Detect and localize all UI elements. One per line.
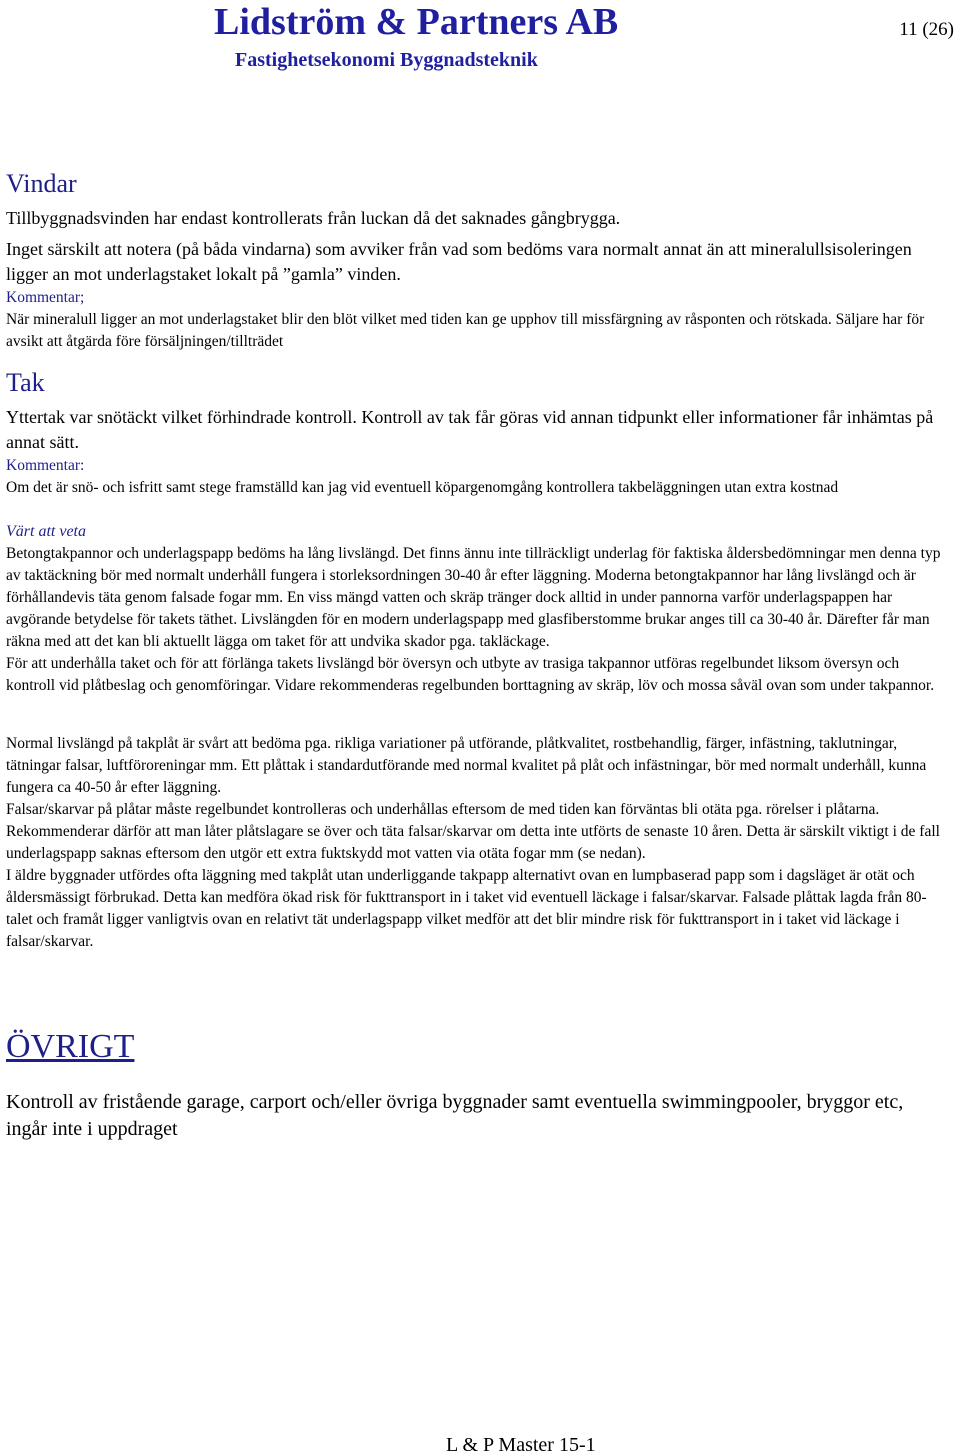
main-content <box>6 168 946 1143</box>
plat-paragraph-3: I äldre byggnader utfördes ofta läggning med takplåt utan underliggande takpapp alternativt ovan en lumpbaserad papp som i dagsläget är otät och åldersmässigt förbrukad. Detta kan medföra ökad risk för fukttransport in i taket vid eventuell läckage i falsar/skarvar. Falsade plåttak lagda från 80-talet och framåt ligger vanligtvis ovan en relativt tät underlagspapp vilket medför att det blir mindre risk för fukttransport in i taket vid läckage i falsar/skarvar. <box>6 867 927 950</box>
info-paragraph-2: För att underhålla taket och för att förlänga takets livslängd bör översyn och utbyte av trasiga takpannor utföras regelbundet liksom översyn och kontroll vid plåtbeslag och genomföringar. Vidare rekommenderas regelbunden borttagning av skräp, löv och mossa såväl ovan som under takpannor. <box>6 655 935 694</box>
vindar-text-1: Tillbyggnadsvinden har endast kontrollerats från luckan då det saknades gångbrygga. <box>6 208 621 228</box>
info-label: Värt att veta <box>6 523 86 540</box>
vindar-comment-text: När mineralull ligger an mot underlagstaket blir den blöt vilket med tiden kan ge upphov till missfärgning av råsponten och rötskada. Säljare har för avsikt att åtgärda före försäljningen/tillträdet <box>6 311 925 350</box>
company-name: Lidström & Partners AB <box>214 1 619 43</box>
footer-text: L & P Master 15-1 <box>446 1434 596 1456</box>
vindar-text-2: Inget särskilt att notera (på båda vindarna) som avviker från vad som bedöms vara normalt annat än att mineralullsisoleringen ligger an mot underlagstaket lokalt på ”gamla” vinden. <box>6 239 912 284</box>
section-heading-tak: Tak <box>6 368 45 397</box>
vindar-comment-label: Kommentar; <box>6 289 85 306</box>
company-tagline: Fastighetsekonomi Byggnadsteknik <box>235 49 538 71</box>
tak-comment-text: Om det är snö- och isfritt samt stege framställd kan jag vid eventuell köpargenomgång kontrollera takbeläggningen utan extra kostnad <box>6 479 839 496</box>
tak-text: Yttertak var snötäckt vilket förhindrade kontroll. Kontroll av tak får göras vid annan tidpunkt eller informationer får inhämtas på annat sätt. <box>6 407 934 452</box>
info-paragraph-1: Betongtakpannor och underlagspapp bedöms ha lång livslängd. Det finns ännu inte tillräckligt underlag för faktiska åldersbedömningar men denna typ av taktäckning bör med normalt underhåll fungera i storleksordningen 30-40 år efter läggning. Moderna betongtakpannor har lång livslängd och är förhållandevis täta genom falsade fogar mm. En viss mängd vatten och skräp tränger dock alltid in under pannorna varför underlagspappen har avgörande betydelse för takets täthet. Livslängden för en modern underlagspapp med glasfiberstomme brukar anges till ca 30-40 år. Därefter får man räkna med att det kan bli aktuellt lägga om taket för att undvika skador pga. takläckage. <box>6 545 941 650</box>
ovrigt-text: Kontroll av fristående garage, carport och/eller övriga byggnader samt eventuella swimmingpooler, bryggor etc, ingår inte i uppdraget <box>6 1091 904 1140</box>
plat-paragraph-1: Normal livslängd på takplåt är svårt att bedöma pga. rikliga variationer på utförande, plåtkvalitet, rostbehandlig, färger, infästning, taklutningar, tätningar falsar, luftföroreningar mm. Ett plåttak i standardutförande med normal kvalitet på plåt och infästningar, bör med normalt underhåll, kunna fungera ca 40-50 år efter läggning. <box>6 735 927 796</box>
tak-comment-label: Kommentar: <box>6 457 85 474</box>
section-heading-ovrigt: ÖVRIGT <box>6 1028 135 1065</box>
page-number: 11 (26) <box>899 19 954 40</box>
section-heading-vindar: Vindar <box>6 169 77 198</box>
plat-paragraph-2: Falsar/skarvar på plåtar måste regelbundet kontrolleras och underhållas eftersom de med tiden kan förväntas bli otäta pga. rörelser i plåtarna. Rekommenderar därför att man låter plåtslagare se över och täta falsar/skarvar om detta inte utförts de senaste 10 åren. Detta är särskilt viktigt i de fall underlagspapp saknas eftersom den utgör ett extra fuktskydd mot vatten via otäta fogar mm (se nedan). <box>6 801 940 862</box>
